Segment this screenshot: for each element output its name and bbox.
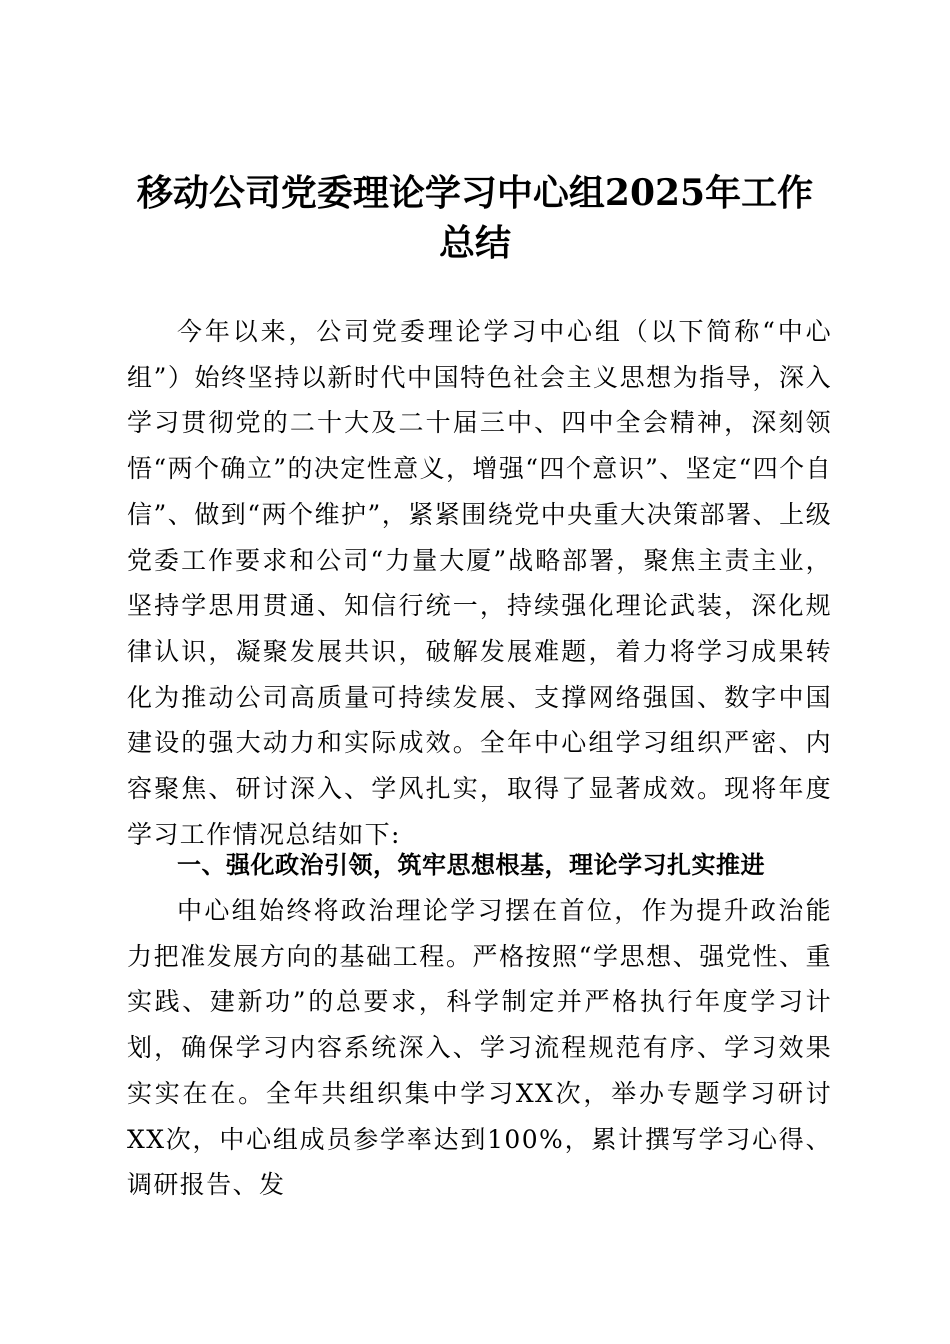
section-heading: 一、强化政治引领，筑牢思想根基，理论学习扎实推进: [177, 851, 765, 879]
section-paragraph: 中心组始终将政治理论学习摆在首位，作为提升政治能力把准发展方向的基础工程。严格按照“学思想、强党性、重实践、建新功”的总要求，科学制定并严格执行年度学习计划，确保学习内容系统深入、学习流程规范有序、学习效果实实在在。全年共组织集中学习XX次，举办专题学习研讨XX次，中心组成员参学率达到100%，累计撰写学习心得、调研报告、发: [127, 896, 832, 1200]
document-title: 移动公司党委理论学习中心组2025年工作总结: [136, 172, 814, 264]
intro-paragraph: 今年以来，公司党委理论学习中心组（以下简称“中心组”）始终坚持以新时代中国特色社会主义思想为指导，深入学习贯彻党的二十大及二十届三中、四中全会精神，深刻领悟“两个确立”的决定性意义，增强“四个意识”、坚定“四个自信”、做到“两个维护”，紧紧围绕党中央重大决策部署、上级党委工作要求和公司“力量大厦”战略部署，聚焦主责主业，坚持学思用贯通、知信行统一，持续强化理论武装，深化规律认识，凝聚发展共识，破解发展难题，着力将学习成果转化为推动公司高质量可持续发展、支撑网络强国、数字中国建设的强大动力和实际成效。全年中心组学习组织严密、内容聚焦、研讨深入、学风扎实，取得了显著成效。现将年度学习工作情况总结如下:: [127, 317, 832, 849]
